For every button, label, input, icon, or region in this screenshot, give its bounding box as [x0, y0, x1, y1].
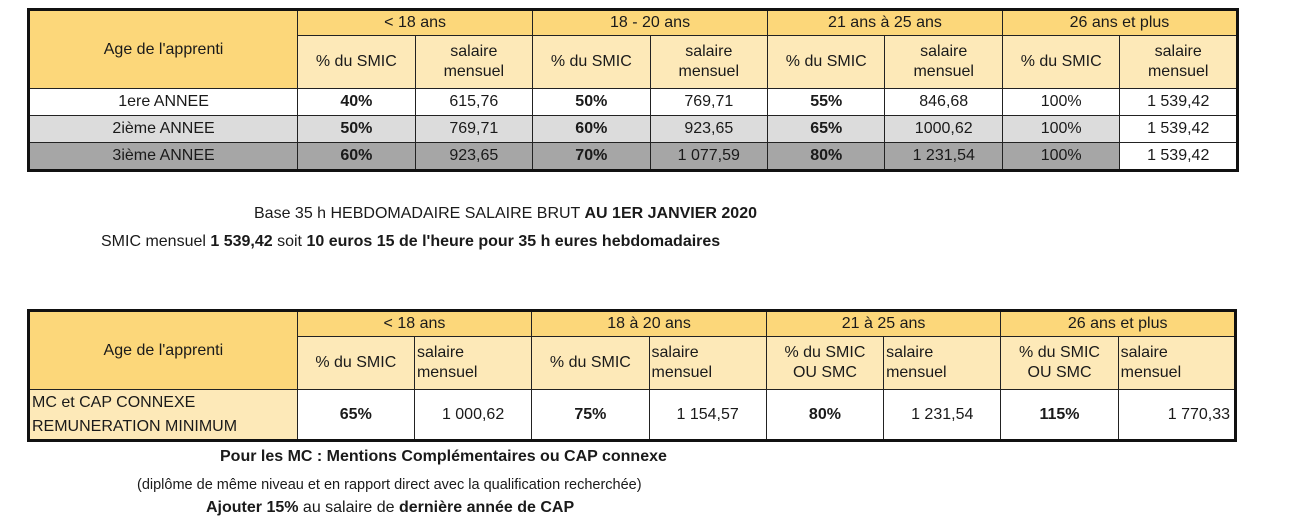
salary-cell: 615,76 — [415, 89, 533, 116]
col-salaire-mensuel: salaire mensuel — [885, 36, 1002, 89]
col-pct-smic-ou-smc: % du SMIC OU SMC — [1001, 337, 1118, 390]
col-pct-smic: % du SMIC — [297, 337, 414, 390]
age-group-header: 26 ans et plus — [1002, 10, 1237, 36]
salary-cell: 1000,62 — [885, 116, 1002, 143]
row-label: MC et CAP CONNEXE REMUNERATION MINIMUM — [29, 390, 298, 441]
apprentice-salary-table — [27, 8, 1239, 172]
col-pct-smic-ou-smc: % du SMIC OU SMC — [766, 337, 883, 390]
col-salaire-mensuel: salaire mensuel — [1118, 337, 1235, 390]
age-group-header: 26 ans et plus — [1001, 311, 1236, 337]
pct-cell: 65% — [297, 390, 414, 441]
salary-cell: 923,65 — [415, 143, 533, 171]
col-salaire-mensuel: salaire mensuel — [650, 36, 767, 89]
col-pct-smic: % du SMIC — [532, 337, 649, 390]
col-salaire-mensuel: salaire mensuel — [414, 337, 531, 390]
salary-cell: 769,71 — [650, 89, 767, 116]
row-header-cell: Age de l'apprenti — [29, 10, 298, 89]
table-row — [29, 89, 1238, 116]
pct-cell: 100% — [1002, 116, 1119, 143]
pct-cell: 40% — [298, 89, 415, 116]
row-header-cell: Age de l'apprenti — [29, 311, 298, 390]
col-pct-smic: % du SMIC — [298, 36, 415, 89]
salary-cell: 1 154,57 — [649, 390, 766, 441]
salary-cell: 1 000,62 — [414, 390, 531, 441]
age-group-header: < 18 ans — [298, 10, 533, 36]
pct-cell: 65% — [768, 116, 885, 143]
col-pct-smic: % du SMIC — [1002, 36, 1119, 89]
smic-note: SMIC mensuel 1 539,42 soit 10 euros 15 de l'heure pour 35 h eures hebdomadaires — [101, 233, 721, 250]
pct-cell: 75% — [532, 390, 649, 441]
salary-cell: 923,65 — [650, 116, 767, 143]
pct-cell: 100% — [1002, 143, 1119, 171]
salary-cell: 1 077,59 — [650, 143, 767, 171]
salary-cell: 1 539,42 — [1120, 89, 1238, 116]
age-group-header: 21 à 25 ans — [766, 311, 1001, 337]
pct-cell: 50% — [298, 116, 415, 143]
salary-cell: 769,71 — [415, 116, 533, 143]
mc-cap-salary-table — [27, 309, 1237, 442]
col-salaire-mensuel: salaire mensuel — [649, 337, 766, 390]
col-pct-smic: % du SMIC — [768, 36, 885, 89]
year-label: 2ième ANNEE — [29, 116, 298, 143]
col-salaire-mensuel: salaire mensuel — [1120, 36, 1238, 89]
year-label: 3ième ANNEE — [29, 143, 298, 171]
salary-cell: 1 770,33 — [1118, 390, 1235, 441]
pct-cell: 55% — [768, 89, 885, 116]
salary-cell: 1 231,54 — [884, 390, 1001, 441]
salary-cell: 846,68 — [885, 89, 1002, 116]
table-row — [29, 390, 1236, 441]
age-group-header: 18 - 20 ans — [533, 10, 768, 36]
col-pct-smic: % du SMIC — [533, 36, 650, 89]
table-row — [29, 143, 1238, 171]
base-note: Base 35 h HEBDOMADAIRE SALAIRE BRUT AU 1ER JANVIER 2020 — [254, 205, 757, 222]
mc-note: Pour les MC : Mentions Complémentaires ou CAP connexe — [220, 448, 667, 465]
ajout-note: Ajouter 15% au salaire de dernière année de CAP — [206, 499, 575, 516]
col-salaire-mensuel: salaire mensuel — [415, 36, 533, 89]
pct-cell: 80% — [768, 143, 885, 171]
pct-cell: 60% — [533, 116, 650, 143]
pct-cell: 115% — [1001, 390, 1118, 441]
pct-cell: 50% — [533, 89, 650, 116]
diplome-note: (diplôme de même niveau et en rapport direct avec la qualification recherchée) — [137, 477, 642, 493]
salary-cell: 1 539,42 — [1120, 143, 1238, 171]
table-row — [29, 116, 1238, 143]
col-salaire-mensuel: salaire mensuel — [884, 337, 1001, 390]
salary-cell: 1 539,42 — [1120, 116, 1238, 143]
salary-cell: 1 231,54 — [885, 143, 1002, 171]
pct-cell: 60% — [298, 143, 415, 171]
age-group-header: 18 à 20 ans — [532, 311, 767, 337]
age-group-header: < 18 ans — [297, 311, 532, 337]
pct-cell: 100% — [1002, 89, 1119, 116]
age-group-header: 21 ans à 25 ans — [768, 10, 1003, 36]
pct-cell: 80% — [766, 390, 883, 441]
year-label: 1ere ANNEE — [29, 89, 298, 116]
pct-cell: 70% — [533, 143, 650, 171]
